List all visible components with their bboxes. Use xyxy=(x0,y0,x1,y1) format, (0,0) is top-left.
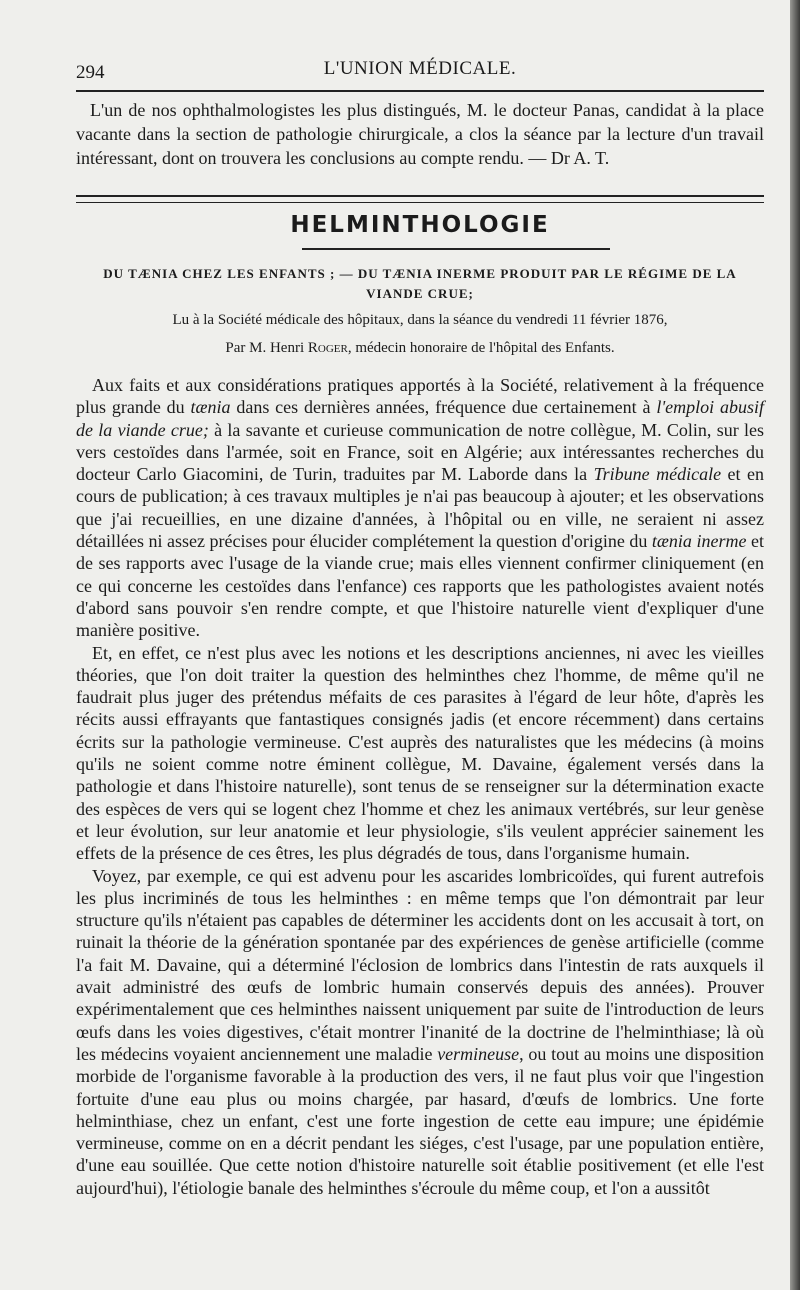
italic-term: tænia xyxy=(190,397,231,418)
italic-term: Tribune médicale xyxy=(593,464,722,485)
intro-block xyxy=(76,98,764,170)
article-title: DU TÆNIA CHEZ LES ENFANTS ; — DU TÆNIA INERME PRODUIT PAR LE RÉGIME DE LA VIANDE CRUE; xyxy=(103,266,737,301)
italic-term: tænia inerme xyxy=(651,531,747,552)
text-run: Voyez, par exemple, ce qui est advenu pour les ascarides lombricoïdes, qui furent autrefois les plus incriminés de tous les helminthes : en même temps que l'on démontrait par leur structure qu'ils n'étaient pas capables de déterminer les accidents dont on les accusait à tort, on ruinait la théorie de la génération spontanée par des expériences de genèse artificielle (comme l'a fait M. Davaine, qui a déterminé l'éclosion de lombrics dans l'intestin de rats auxquels il avait administré des œufs de lombric humain conservés depuis des années). Prouver expérimentalement que ces helminthes naissent uniquement par suite de l'introduction de leurs œufs dans les voies digestives, c'était montrer l'inanité de la doctrine de l'helminthiase; là où les médecins voyaient anciennement une maladie xyxy=(76,865,764,1064)
header-rule xyxy=(76,90,764,92)
body-paragraph-2: Et, en effet, ce n'est plus avec les notions et les descriptions anciennes, ni avec les vieilles théories, que l'on doit traiter la question des helminthes chez l'homme, de même qu'il ne faudrait plus juger des prétendus méfaits de ces parasites à l'égard de leur hôte, d'après les récits aussi effrayants que fantastiques consignés jadis (et encore récemment) dans certains écrits sur la pathologie vermineuse. C'est auprès des naturalistes que les médecins (à moins qu'ils ne soient comme notre éminent collègue, M. Davaine, également versés dans la pathologie et dans l'histoire naturelle), sont tenus de se renseigner sur la détermination exacte des espèces de vers qui se logent chez l'homme et chez les animaux vertébrés, sur leur genèse et leur évolution, sur leur anatomie et leur physiologie, s'ils veulent apprécier sainement les effets de la présence de ces êtres, les plus dégradés de tous, dans l'organisme humain. xyxy=(76,642,764,864)
section-divider xyxy=(76,195,764,203)
text-run: dans ces dernières années, fréquence due certainement à xyxy=(230,397,657,418)
article-subtitle: Lu à la Société médicale des hôpitaux, dans la séance du vendredi 11 février 1876, xyxy=(172,312,668,328)
heading-underline xyxy=(302,248,610,250)
text-run: et de ses rapports avec l'usage de la viande crue; mais elles viennent confirmer cliniquement (en ce qui concerne les cestoïdes dans l'enfance) ces rapports que les pathologistes avaient notés d'abord sans pouvoir s'en rendre compte, et que l'histoire naturelle vient d'expliquer d'une manière positive. xyxy=(76,531,764,641)
intro-paragraph: L'un de nos ophthalmologistes les plus distingués, M. le docteur Panas, candidat à la place vacante dans la section de pathologie chirurgicale, a clos la séance par la lecture d'un travail intéressant, dont on trouvera les conclusions au compte rendu. — Dr A. T. xyxy=(76,100,764,168)
article-byline xyxy=(76,340,764,357)
body-paragraph-3 xyxy=(76,865,764,1199)
section-heading: HELMINTHOLOGIE xyxy=(290,212,550,238)
author-name: Roger xyxy=(307,340,348,356)
byline-prefix: Par M. Henri xyxy=(225,340,305,356)
italic-term: vermineuse xyxy=(437,1043,520,1064)
text-run: et en cours de publication; à ces travaux multiples je n'ai pas beaucoup à ajouter; et les observations que j'ai recueillies, en une dizaine d'années, à l'hôpital ou en ville, ne seraient ni assez détaillées ni assez précises pour élucider complétement la question d'origine du xyxy=(76,464,765,552)
text-run: Aux faits et aux considérations pratiques apportés à la Société, relativement à la fréquence plus grande du xyxy=(76,375,764,418)
article-body xyxy=(76,374,764,1199)
byline-suffix: , médecin honoraire de l'hôpital des Enfants. xyxy=(347,340,615,356)
journal-title: L'UNION MÉDICALE. xyxy=(323,58,517,79)
text-run: à la savante et curieuse communication de notre collègue, M. Colin, sur les vers cestoïdes dans l'armée, soit en France, soit en Algérie; aux intéressantes recherches du docteur Carlo Giacomini, de Turin, traduites par M. Laborde dans la xyxy=(76,419,764,485)
page-edge-shadow xyxy=(790,0,800,1290)
body-paragraph-1 xyxy=(76,374,764,642)
page-header xyxy=(76,52,764,86)
text-run: , ou tout au moins une disposition morbide de l'organisme favorable à la production des vers, il ne faut plus voir que l'ingestion fortuite d'une eau plus ou moins chargée, par hasard, d'œufs de lombrics. Une forte helminthiase, chez un enfant, c'est une forte ingestion de cette eau impure; une épidémie vermineuse, comme on en a décrit pendant les siéges, c'est l'usage, par une population entière, d'une eau souillée. Que cette notion d'histoire naturelle soit établie positivement (et elle l'est aujourd'hui), l'étiologie banale des helminthes s'écroule du même coup, et l'on a aussitôt xyxy=(76,1043,764,1198)
italic-term: l'emploi abusif de la viande crue; xyxy=(76,397,765,440)
page-number: 294 xyxy=(76,62,105,83)
